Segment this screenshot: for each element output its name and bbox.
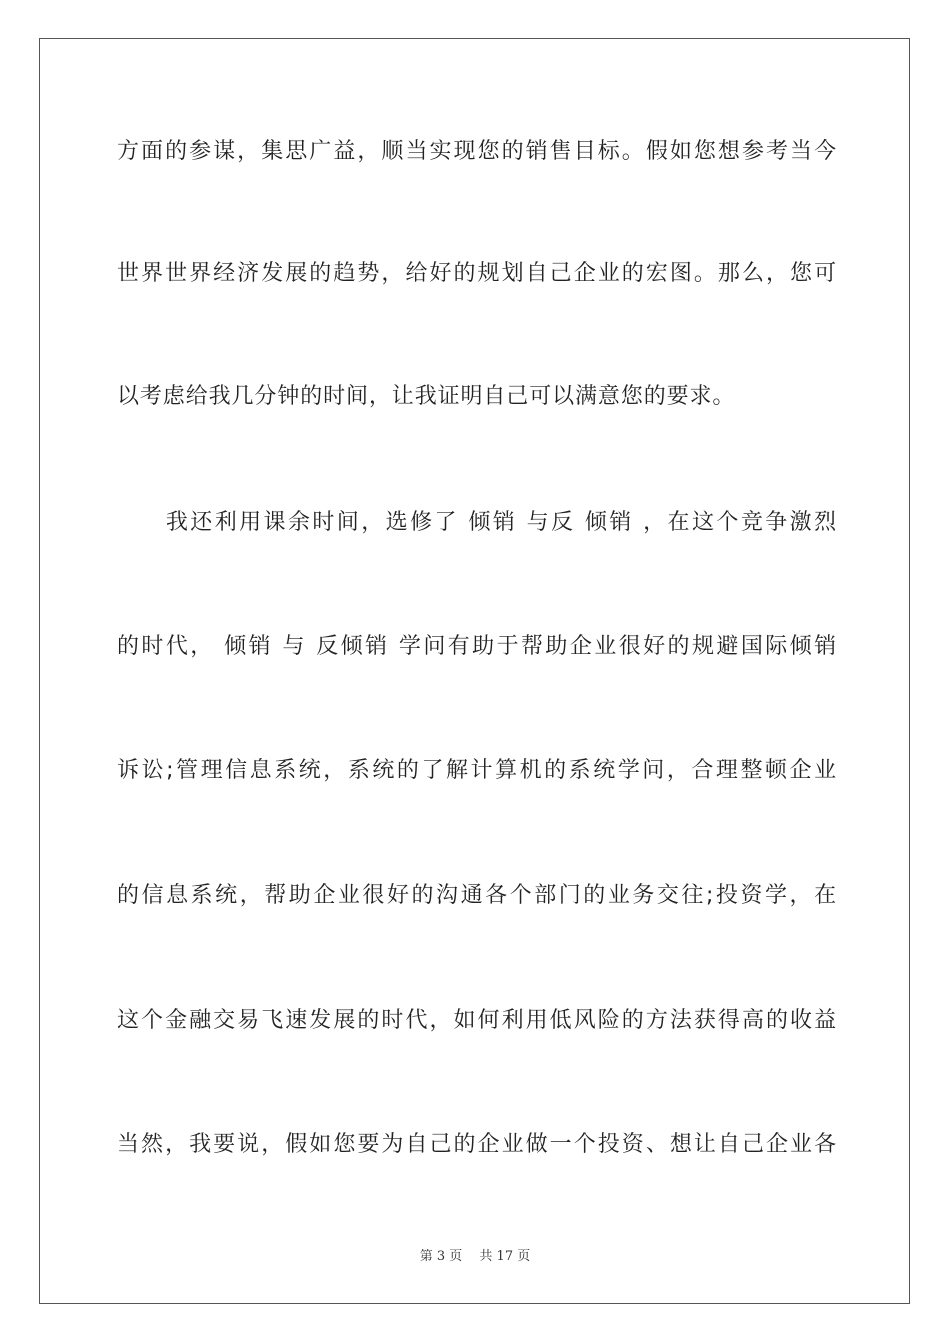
text-line: 世界世界经济发展的趋势，给好的规划自己企业的宏图。那么，您可	[117, 261, 837, 286]
text-line: 诉讼;管理信息系统，系统的了解计算机的系统学问，合理整顿企业	[117, 758, 837, 783]
text-line: 这个金融交易飞速发展的时代，如何利用低风险的方法获得高的收益	[117, 1008, 837, 1033]
text-line: 当然，我要说，假如您要为自己的企业做一个投资、想让自己企业各	[117, 1132, 837, 1157]
text-line: 方面的参谋，集思广益，顺当实现您的销售目标。假如您想参考当今	[117, 139, 837, 164]
text-line: 我还利用课余时间，选修了 倾销 与反 倾销 ，在这个竞争激烈	[117, 510, 837, 535]
text-line: 的时代， 倾销 与 反倾销 学问有助于帮助企业很好的规避国际倾销	[117, 634, 837, 659]
text-line: 以考虑给我几分钟的时间，让我证明自己可以满意您的要求。	[117, 384, 736, 409]
text-line: 的信息系统，帮助企业很好的沟通各个部门的业务交往;投资学，在	[117, 883, 837, 908]
page-frame	[39, 38, 910, 1304]
page-number: 第 3 页 共 17 页	[419, 1249, 531, 1264]
